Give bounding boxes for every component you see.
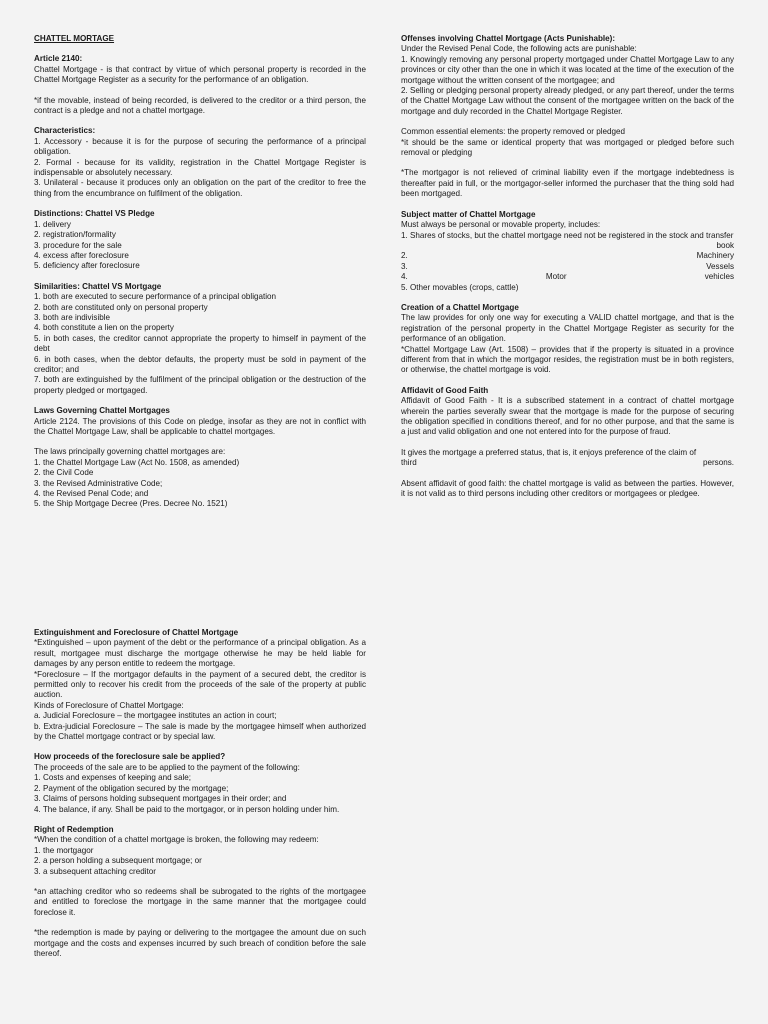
affidavit-section — [401, 386, 734, 500]
same-property-note: *it should be the same or identical property that was mortgaged or pledged before such removal or pledging — [401, 137, 734, 158]
kinds-intro: Kinds of Foreclosure of Chattel Mortgage: — [34, 700, 184, 710]
proceeds-heading: How proceeds of the foreclosure sale be applied? — [34, 752, 226, 762]
list-item: 4. both constitute a lien on the property — [34, 323, 174, 333]
list-item: 4. excess after foreclosure — [34, 250, 129, 260]
list-item: 5. in both cases, the creditor cannot appropriate the property to himself in payment of the debt — [34, 333, 366, 354]
list-item: 3. Unilateral - because it produces only an obligation on the part of the creditor to free the thing from the encumbrance on fulfilment of the obligation. — [34, 178, 366, 198]
list-item: 1. both are executed to secure performance of a principal obligation — [34, 292, 277, 302]
list-item: 1. Costs and expenses of keeping and sale; — [34, 773, 192, 783]
item-word: persons. — [702, 458, 734, 468]
list-item: 2. the Civil Code — [34, 468, 94, 478]
distinctions-section — [34, 209, 366, 271]
list-item: 2. Payment of the obligation secured by the mortgage; — [34, 783, 229, 793]
list-item: 2. both are constituted only on personal property — [34, 302, 208, 312]
similarities-section — [34, 282, 366, 396]
list-item: 3. the Revised Administrative Code; — [34, 478, 163, 488]
list-item: a. Judicial Foreclosure – the mortgagee institutes an action in court; — [34, 711, 277, 721]
absent-affidavit-text: Absent affidavit of good faith: the chattel mortgage is valid as between the parties. However, it is not valid as to third persons including other creditors or mortgagees or pledgee. — [401, 478, 734, 499]
item-word: Machinery — [696, 251, 734, 261]
right-top-column — [401, 34, 734, 509]
redemption-made-note: *the redemption is made by paying or delivering to the mortgagee the amount due on such mortgage and the costs and expenses incurred by such breach of condition before the sale thereof. — [34, 928, 366, 958]
subject-matter-section — [401, 210, 734, 293]
list-item: 6. in both cases, when the debtor defaults, the property must be sold in payment of the creditor; and — [34, 354, 366, 374]
laws-section — [34, 406, 366, 510]
list-item — [401, 262, 734, 272]
proceeds-section — [34, 752, 366, 814]
article-2140-section — [34, 54, 366, 116]
list-item: 4. The balance, if any. Shall be paid to the mortgagor, or in person holding under him. — [34, 804, 340, 814]
list-item: 1. delivery — [34, 219, 71, 229]
affidavit-heading: Affidavit of Good Faith — [401, 385, 489, 395]
list-item: 1. the Chattel Mortgage Law (Act No. 1508, as amended) — [34, 457, 240, 467]
list-item: 1. the mortgagor — [34, 845, 94, 855]
attaching-creditor-note: *an attaching creditor who so redeems shall be subrogated to the rights of the mortgagee and entitled to foreclose the mortgage in the same manner that the mortgagee could foreclose it. — [34, 886, 366, 917]
item-word: Vessels — [706, 261, 734, 271]
document-title: CHATTEL MORTAGE — [34, 34, 115, 43]
list-item: 3. procedure for the sale — [34, 240, 122, 250]
list-item: 1. Accessory - because it is for the purpose of securing the performance of a principal obligation. — [34, 136, 366, 157]
article-2140-note: *if the movable, instead of being recorded, is delivered to the creditor or a third person, the contract is a pledge and not a chattel mortgage. — [34, 95, 366, 116]
article-2140-text: Chattel Mortgage - is that contract by virtue of which personal property is recorded in the Chattel Mortgage Register as a security for the performance of an obligation. — [34, 64, 366, 85]
list-item: 2. registration/formality — [34, 230, 116, 240]
list-item: 2. a person holding a subsequent mortgage; or — [34, 856, 202, 866]
left-bottom-column — [34, 628, 366, 969]
list-item: 4. the Revised Penal Code; and — [34, 489, 149, 499]
list-item: 3. Claims of persons holding subsequent mortgages in their order; and — [34, 794, 287, 804]
criminal-liability-note: *The mortgagor is not relieved of criminal liability even if the mortgage indebtedness is thereafter paid in full, or the mortgagor-seller informed the purchaser that the thing sold had been mortgaged. — [401, 168, 734, 199]
article-2124-text: Article 2124. The provisions of this Code on pledge, insofar as they are not in conflict with the Chattel Mortgage Law, shall be applicable to chattel mortgages. — [34, 416, 366, 436]
laws-heading: Laws Governing Chattel Mortgages — [34, 406, 170, 416]
list-item: 5. Other movables (crops, cattle) — [401, 282, 519, 292]
left-top-column — [34, 34, 366, 520]
list-item: 1. Knowingly removing any personal property mortgaged under Chattel Mortgage Law to any provinces or city other than the one in which it was located at the time of the execution of the mortgage without the written consent of the mortgagee; and — [401, 54, 734, 85]
item-word: Motor — [545, 272, 567, 282]
list-item: b. Extra-judicial Foreclosure – The sale is made by the mortgagee himself when authorized by the Chattel mortgage contract or by special law. — [34, 721, 366, 742]
characteristics-section — [34, 126, 366, 199]
article-2140-heading: Article 2140: — [34, 54, 83, 64]
offenses-heading: Offenses involving Chattel Mortgage (Acts Punishable): — [401, 34, 616, 43]
list-item: 3. a subsequent attaching creditor — [34, 866, 156, 876]
redemption-intro: *When the condition of a chattel mortgage is broken, the following may redeem: — [34, 835, 319, 845]
common-elements-text: Common essential elements: the property removed or pledged — [401, 127, 626, 137]
extinguishment-section — [34, 628, 366, 742]
redemption-section — [34, 825, 366, 959]
creation-text: The law provides for only one way for executing a VALID chattel mortgage, and that is the registration of the personal property in the Chattel Mortgage Register as security for the performance of an obligation. — [401, 313, 734, 344]
subject-matter-heading: Subject matter of Chattel Mortgage — [401, 209, 536, 219]
similarities-heading: Similarities: Chattel VS Mortgage — [34, 281, 162, 291]
item-number: 3. — [401, 261, 408, 271]
list-item-continuation: book — [716, 240, 734, 250]
redemption-heading: Right of Redemption — [34, 824, 114, 834]
list-item: 5. deficiency after foreclosure — [34, 261, 140, 271]
title-section — [34, 34, 366, 44]
item-number: 4. — [401, 272, 408, 282]
extinguished-text: *Extinguished – upon payment of the debt or the performance of a principal obligation. As a result, mortgagee must discharge the mortgage otherwise he may be held liable for damages by any person entitle to redeem the mortgage. — [34, 638, 366, 669]
proceeds-intro: The proceeds of the sale are to be applied to the payment of the following: — [34, 762, 300, 772]
list-item — [401, 251, 734, 261]
item-word: third — [401, 458, 417, 468]
list-item — [401, 272, 734, 282]
item-word: vehicles — [704, 272, 734, 282]
list-item: 5. the Ship Mortgage Decree (Pres. Decree No. 1521) — [34, 499, 228, 509]
list-item: 7. both are extinguished by the fulfilment of the principal obligation or the destruction of the property pledged or mortgaged. — [34, 375, 366, 395]
creation-note: *Chattel Mortgage Law (Art. 1508) – provides that if the property is situated in a province different from that in which the mortgagor resides, the registration must be in both registers, or otherwise, the chattel mortgage is void. — [401, 344, 734, 375]
offenses-section — [401, 34, 734, 200]
preferred-status-continuation — [401, 458, 734, 468]
foreclosure-text: *Foreclosure – If the mortgagor defaults in the payment of a secured debt, the creditor is permitted only to recover his credit from the proceeds of the sale of the property at public auction. — [34, 669, 366, 700]
preferred-status-text: It gives the mortgage a preferred status, that is, it enjoys preference of the claim of — [401, 447, 697, 457]
offenses-intro: Under the Revised Penal Code, the following acts are punishable: — [401, 44, 637, 54]
extinguishment-heading: Extinguishment and Foreclosure of Chattel Mortgage — [34, 628, 239, 637]
creation-heading: Creation of a Chattel Mortgage — [401, 302, 519, 312]
list-item: 1. Shares of stocks, but the chattel mortgage need not be registered in the stock and transfer — [401, 230, 734, 240]
creation-section — [401, 303, 734, 376]
list-item: 3. both are indivisible — [34, 312, 111, 322]
list-item: 2. Formal - because for its validity, registration in the Chattel Mortgage Register is indispensable or absolutely necessary. — [34, 157, 366, 178]
distinctions-heading: Distinctions: Chattel VS Pledge — [34, 209, 155, 219]
affidavit-text: Affidavit of Good Faith - It is a subscribed statement in a contract of chattel mortgage wherein the parties severally swear that the mortgage is made for the purpose of securing the obligation specified in conditions thereof, and for no other purpose, and that the same is a just and valid obligation and one not entered into for the purpose of fraud. — [401, 396, 734, 437]
item-number: 2. — [401, 251, 408, 261]
laws-intro: The laws principally governing chattel mortgages are: — [34, 447, 226, 457]
list-item: 2. Selling or pledging personal property already pledged, or any part thereof, under the terms of the Chattel Mortgage Law without the consent of the mortgagee written on the back of the mortgage and duly recorded in the Chattel Mortgage Register. — [401, 86, 734, 116]
subject-matter-intro: Must always be personal or movable property, includes: — [401, 220, 601, 230]
characteristics-heading: Characteristics: — [34, 126, 96, 136]
